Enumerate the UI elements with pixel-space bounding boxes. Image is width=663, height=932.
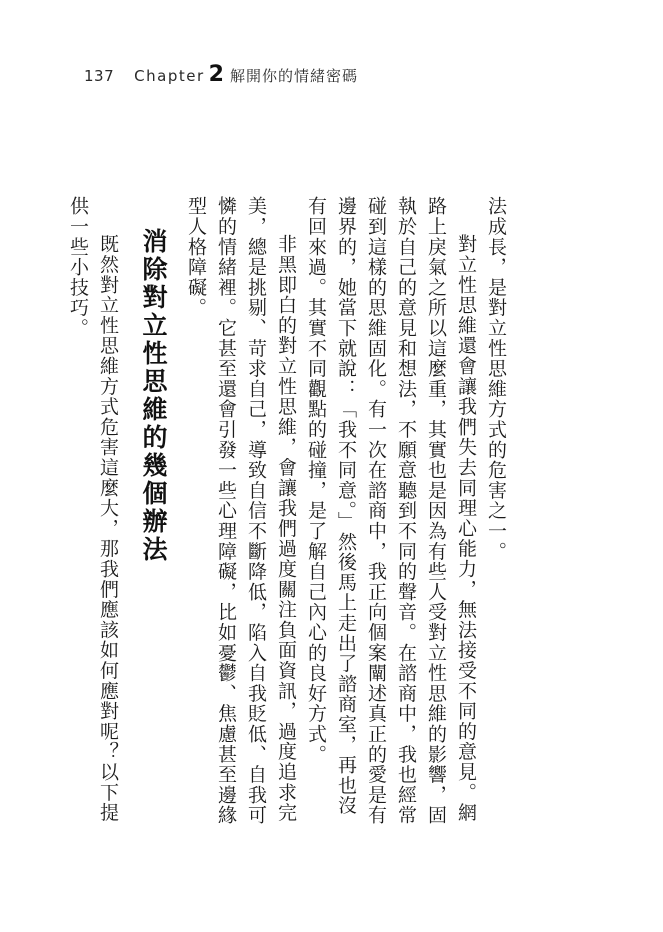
- running-header: [84, 62, 358, 86]
- page-number: 137: [84, 67, 115, 85]
- chapter-title: 解開你的情緒密碼: [229, 67, 358, 85]
- paragraph-empathy: 對立性思維還會讓我們失去同理心能力，無法接受不同的意見。網路上戾氣之所以這麼重，其實也是因為有些人受對立性思維的影響，固執於自己的意見和想法，不願意聽到不同的聲音。在諮商中，我也經常碰到這樣的思維固化。有一次在諮商中，我正向個案闡述真正的愛是有邊界的，她當下就說：「我不同意。」然後馬上走出了諮商室，再也沒有回來過。其實不同觀點的碰撞，是了解自己內心的良好方式。: [305, 196, 477, 826]
- vertical-body-text: [63, 196, 511, 836]
- chapter-number: 2: [208, 62, 224, 87]
- paragraph-continuation: 法成長，是對立性思維方式的危害之一。: [485, 196, 507, 562]
- paragraph-intro-tips: 既然對立性思維方式危害這麼大，那我們應該如何應對呢？以下提供一些小技巧。: [67, 196, 119, 823]
- paragraph-black-white: 非黑即白的對立性思維，會讓我們過度關注負面資訊，過度追求完美，總是挑剔、苛求自己，導致自信不斷降低，陷入自我貶低、自我可憐的情緒裡。它甚至還會引發一些心理障礙，比如憂鬱、焦慮甚至邊緣型人格障礙。: [185, 196, 297, 826]
- section-heading: 消除對立性思維的幾個辦法: [139, 228, 168, 564]
- chapter-label: Chapter: [134, 67, 205, 85]
